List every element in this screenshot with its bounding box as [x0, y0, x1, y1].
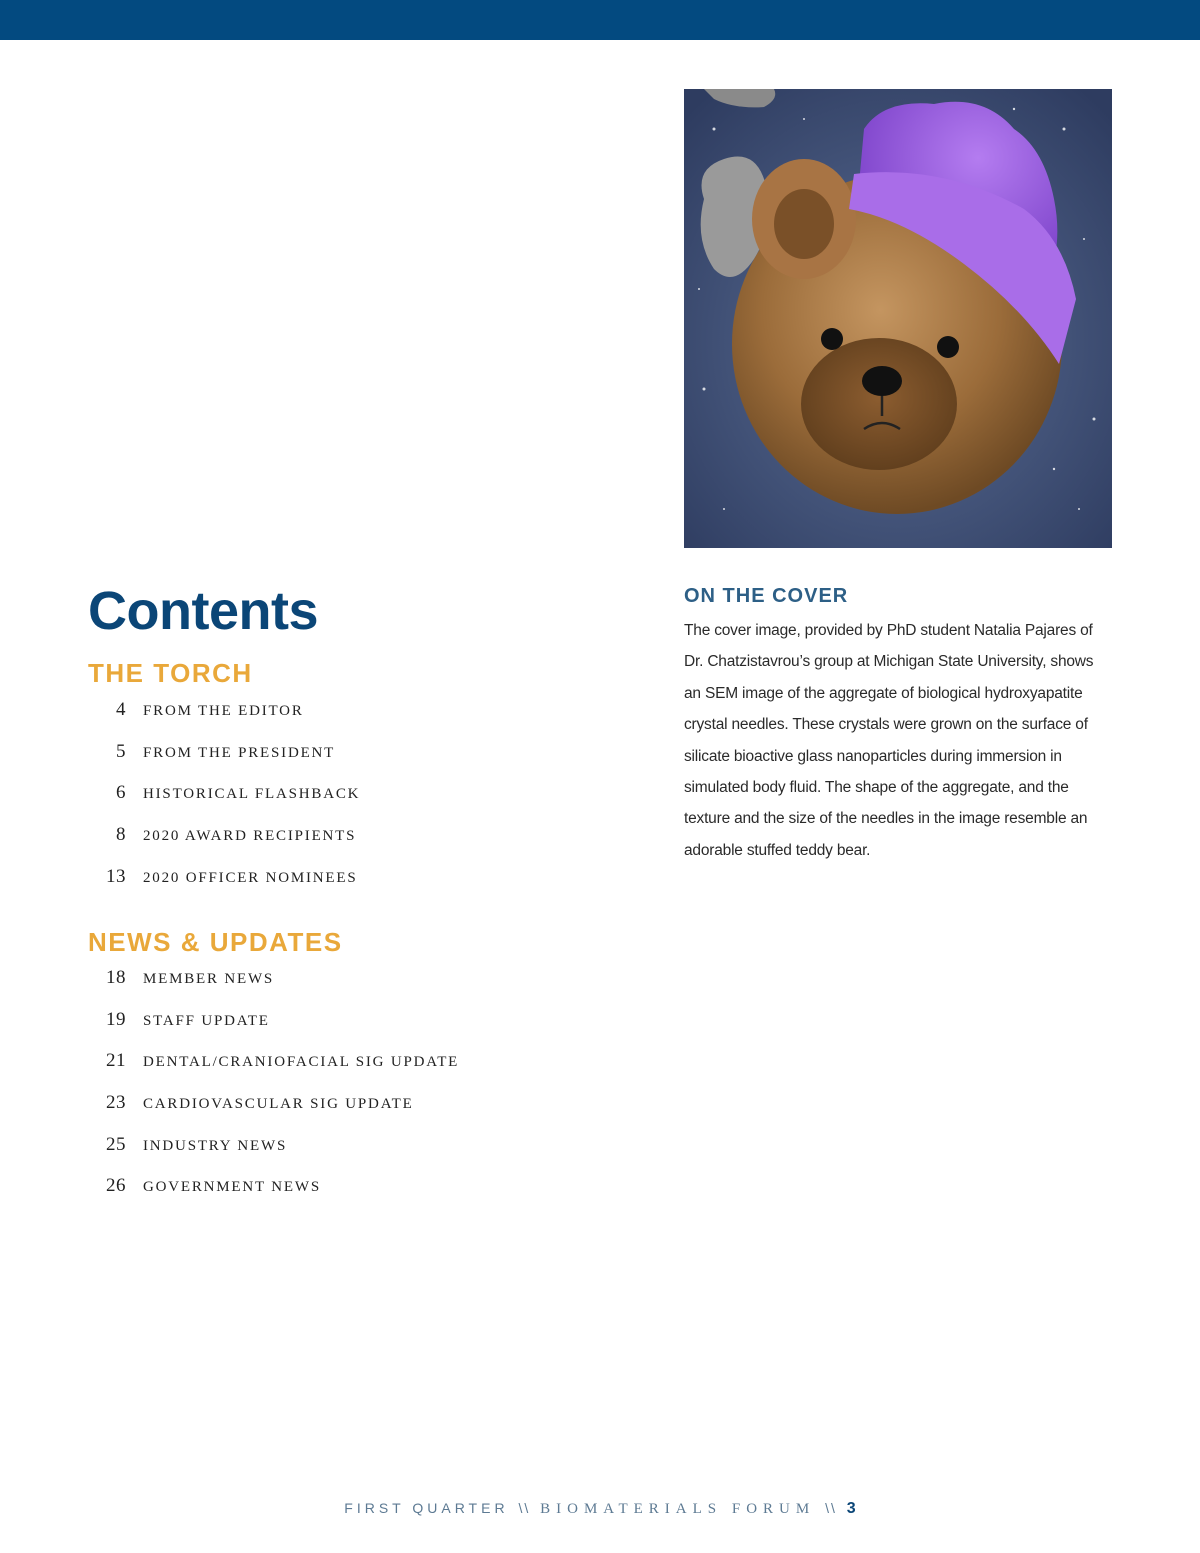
toc-list-news-updates	[88, 967, 459, 1217]
cover-image-teddy-bear	[684, 89, 1112, 548]
toc-page-number: 6	[116, 782, 126, 804]
toc-page-number: 4	[116, 699, 126, 720]
toc-label: DENTAL/CRANIOFACIAL SIG UPDATE	[143, 1054, 460, 1071]
toc-page-number: 25	[106, 1133, 126, 1155]
toc-item[interactable]	[88, 1050, 459, 1092]
toc-label: FROM THE EDITOR	[143, 703, 304, 719]
toc-label: GOVERNMENT NEWS	[143, 1179, 321, 1196]
toc-page-number: 23	[106, 1092, 126, 1114]
section-heading-news-updates: NEWS & UPDATES	[88, 927, 343, 957]
toc-page-number: 21	[106, 1050, 126, 1072]
toc-page-number: 26	[106, 1175, 126, 1197]
toc-item[interactable]	[88, 1175, 459, 1217]
footer-quarter: FIRST QUARTER	[344, 1500, 509, 1516]
footer-separator: \\	[825, 1500, 837, 1516]
toc-item[interactable]	[88, 967, 459, 1009]
page-footer	[0, 1500, 1200, 1518]
toc-list-the-torch	[88, 699, 360, 907]
toc-item[interactable]	[88, 699, 360, 741]
toc-label: MEMBER NEWS	[143, 971, 275, 987]
footer-publication: BIOMATERIALS FORUM	[540, 1501, 816, 1517]
toc-page-number: 8	[116, 824, 126, 846]
toc-label: FROM THE PRESIDENT	[143, 744, 336, 761]
toc-label: CARDIOVASCULAR SIG UPDATE	[143, 1096, 414, 1113]
toc-page-number: 13	[106, 865, 126, 887]
toc-page-number: 19	[106, 1008, 126, 1030]
toc-item[interactable]	[88, 1009, 459, 1051]
toc-item[interactable]	[88, 866, 360, 908]
section-heading-the-torch: THE TORCH	[88, 658, 253, 688]
page-number: 3	[846, 1500, 856, 1517]
toc-item[interactable]	[88, 1134, 459, 1176]
toc-page-number: 5	[116, 740, 126, 762]
cover-description: The cover image, provided by PhD student Natalia Pajares of Dr. Chatzistavrou’s group at Michigan State University, shows an SEM image of the aggregate of biological hydroxyapatite crystal needles. These crystals were grown on the surface of silicate bioactive glass nanoparticles during immersion in simulated body fluid. The shape of the aggregate, and the texture and the size of the needles in the image resemble an adorable stuffed teddy bear.	[684, 622, 1094, 859]
toc-page-number: 18	[106, 967, 126, 988]
on-the-cover-heading: ON THE COVER	[684, 585, 849, 607]
toc-label: STAFF UPDATE	[143, 1012, 270, 1029]
footer-separator: \\	[518, 1500, 531, 1516]
toc-item[interactable]	[88, 1092, 459, 1134]
top-banner-bar	[0, 0, 1200, 40]
contents-title: Contents	[88, 581, 318, 641]
toc-label: HISTORICAL FLASHBACK	[143, 786, 361, 803]
toc-item[interactable]	[88, 741, 360, 783]
toc-label: 2020 OFFICER NOMINEES	[143, 869, 358, 886]
toc-label: INDUSTRY NEWS	[143, 1137, 288, 1154]
toc-item[interactable]	[88, 782, 360, 824]
toc-item[interactable]	[88, 824, 360, 866]
toc-label: 2020 AWARD RECIPIENTS	[143, 828, 357, 845]
